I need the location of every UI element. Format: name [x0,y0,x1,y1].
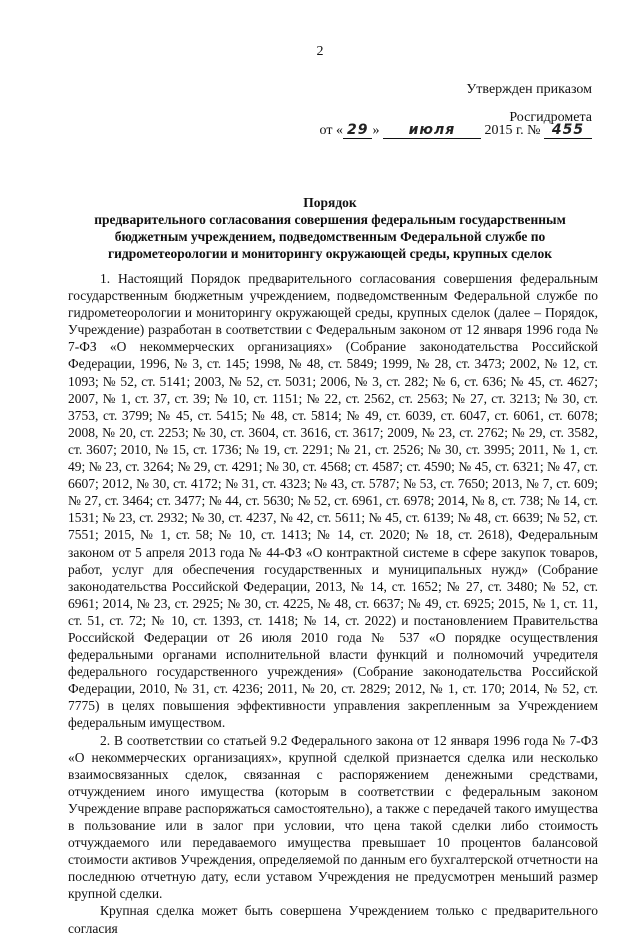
order-date-line [320,122,592,139]
document-subtitle: предварительного согласования совершения федеральным государственным бюджетным учреждением, подведомственным Федеральной службе по гидрометеорологии и мониторингу окружающей среды, крупных сделок [94,212,566,261]
document-title-block [60,194,600,262]
handwritten-day: 29 [343,122,372,139]
document-body [68,270,598,937]
date-quote-close: » [372,123,380,138]
document-heading: Порядок [303,195,357,210]
paragraph-3: Крупная сделка может быть совершена Учреждением только с предварительного согласия [68,903,598,936]
page-number: 2 [316,44,324,59]
handwritten-order-number: 455 [544,122,592,139]
paragraph-2: 2. В соответствии со статьей 9.2 Федерального закона от 12 января 1996 года № 7-ФЗ «О некоммерческих организациях», крупной сделкой признается сделка или несколько взаимосвязанных сделок, связанная с распоряжением денежными средствами, отчуждением иного имущества (которым в соответствии с федеральным законом Учреждение вправе распоряжаться самостоятельно), а также с передачей такого имущества в пользование или в залог при условии, что цена такой сделки либо стоимость отчуждаемого или передаваемого имущества превышает 10 процентов балансовой стоимости активов Учреждения, определяемой по данным его бухгалтерской отчетности на последнюю отчетную дату, если уставом Учреждения не предусмотрен меньший размер крупной сделки. [68,732,598,902]
date-year: 2015 г. № [484,123,541,138]
approval-line-2: Росгидромета [509,110,592,125]
paragraph-1: 1. Настоящий Порядок предварительного согласования совершения федеральным государственным бюджетным учреждением, подведомственным Федеральной службе по гидрометеорологии и мониторингу окружающей среды, крупных сделок (далее – Порядок, Учреждение) разработан в соответствии с Федеральным законом от 12 января 1996 года № 7-ФЗ «О некоммерческих организациях» (Собрание законодательства Российской Федерации, 1996, № 3, ст. 145; 1998, № 48, ст. 5849; 1999, № 28, ст. 3473; 2002, № 12, ст. 1093; № 52, ст. 5141; 2003, № 52, ст. 5031; 2006, № 3, ст. 282; № 6, ст. 636; № 45, ст. 4627; 2007, № 1, ст. 37, ст. 39; № 10, ст. 1151; № 22, ст. 2562, ст. 2563; № 27, ст. 3213; № 30, ст. 3753, ст. 3799; № 45, ст. 5415; № 48, ст. 5814; № 49, ст. 6039, ст. 6047, ст. 6061, ст. 6078; 2008, № 20, ст. 2253; № 30, ст. 3604, ст. 3616, ст. 3617; 2009, № 23, ст. 2762; № 29, ст. 3582, ст. 3607; 2010, № 15, ст. 1736; № 19, ст. 2291; № 21, ст. 2526; № 30, ст. 3995; 2011, № 1, ст. 49; № 23, ст. 3264; № 29, ст. 4291; № 30, ст. 4568; ст. 4587; ст. 4590; № 45, ст. 6321; № 47, ст. 6607; 2012, № 30, ст. 4172; № 31, ст. 4323; № 43, ст. 5787; № 53, ст. 7650; 2013, № 7, ст. 609; № 27, ст. 3464; ст. 3477; № 44, ст. 5630; № 52, ст. 6961, ст. 6978; 2014, № 8, ст. 738; № 14, ст. 1531; № 23, ст. 2932; № 30, ст. 4237, № 42, ст. 5611; № 45, ст. 6139; № 48, ст. 6639; № 52, ст. 7551; 2015, № 1, ст. 58; № 10, ст. 1413; № 14, ст. 2020; № 18, ст. 2618), Федеральным законом от 5 апреля 2013 года № 44-ФЗ «О контрактной системе в сфере закупок товаров, работ, услуг для обеспечения государственных и муниципальных нужд» (Собрание законодательства Российской Федерации, 2013, № 14, ст. 1652; № 27, ст. 3480; № 52, ст. 6961; 2014, № 23, ст. 2925; № 30, ст. 4225, № 48, ст. 6637; № 49, ст. 6925; 2015, № 1, ст. 11, ст. 51, ст. 72; № 10, ст. 1393, ст. 1418; № 14, ст. 2022) и постановлением Правительства Российской Федерации от 26 июля 2010 года № 537 «О порядке осуществления федеральными органами исполнительной власти функций и полномочий учредителя федерального государственного учреждения» (Собрание законодательства Российской Федерации, 2010, № 31, ст. 4236; 2011, № 20, ст. 2829; 2012, № 1, ст. 170; 2014, № 52, ст. 7775) в целях повышения эффективности управления закрепленным за Учреждением федеральным имуществом. [68,271,598,731]
date-prefix: от « [319,123,343,138]
approval-line-1: Утвержден приказом [466,82,592,97]
handwritten-month: июля [383,122,481,139]
